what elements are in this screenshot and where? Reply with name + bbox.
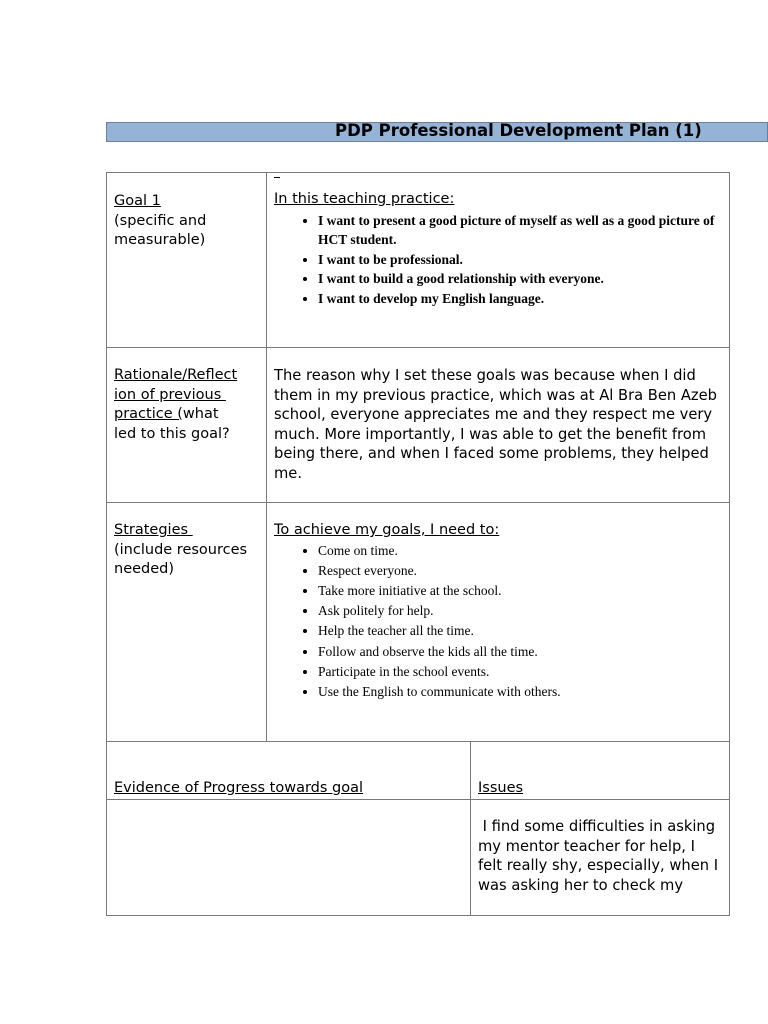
strategies-label-sub: (include resources needed) [114, 541, 248, 577]
rationale-content-cell [266, 347, 730, 503]
goal-item: • I want to be professional. [318, 250, 721, 270]
goal-heading: In this teaching practice: [274, 191, 455, 207]
strategies-list [274, 541, 721, 703]
page-title: PDP Professional Development Plan (1) [335, 121, 702, 140]
evidence-header-cell [106, 741, 471, 800]
goal-label: Goal 1 [114, 193, 161, 209]
goal-content-cell [266, 172, 730, 348]
goal-item: • I want to present a good picture of myself as well as a good picture of HCT student. [318, 211, 721, 250]
issues-header: Issues [478, 780, 524, 796]
goal-label-sub: (specific and measurable) [114, 212, 207, 248]
strategies-label-cell [106, 502, 267, 742]
strategy-item: • Take more initiative at the school. [318, 581, 721, 601]
strategy-item: • Help the teacher all the time. [318, 621, 721, 641]
strategies-heading: To achieve my goals, I need to: [274, 522, 500, 538]
strategies-content-cell [266, 502, 730, 742]
goal-list [274, 211, 721, 309]
goal-item: • I want to develop my English language. [318, 289, 721, 309]
issues-content-cell [470, 799, 730, 916]
goal-label-cell [106, 172, 267, 348]
rationale-label-4: led to this goal? [114, 425, 230, 442]
issues-text: I find some difficulties in asking my mentor teacher for help, I felt really shy, especially, when I was asking her to check my [478, 818, 723, 894]
rationale-text: The reason why I set these goals was because when I did them in my previous practice, which was at Al Bra Ben Azeb school, everyone appreciates me and they respect me very much. More importantly, I was able to get the benefit from being there, and when I faced some problems, they helped me. [274, 367, 717, 482]
issues-header-cell [470, 741, 730, 800]
evidence-content-cell [106, 799, 471, 916]
strategies-label: Strategies [114, 522, 193, 538]
rationale-label-3b: what [182, 406, 219, 422]
strategy-item: • Come on time. [318, 541, 721, 561]
strategy-item: • Participate in the school events. [318, 662, 721, 682]
strategy-item: • Use the English to communicate with others. [318, 682, 721, 702]
rationale-label-1: Rationale/Reflect [114, 367, 238, 383]
strategy-item: • Respect everyone. [318, 561, 721, 581]
evidence-header: Evidence of Progress towards goal [114, 780, 364, 796]
title-bar [106, 122, 768, 142]
rationale-label-2: ion of previous [114, 386, 226, 403]
strategy-item: • Ask politely for help. [318, 601, 721, 621]
rationale-label-3: practice ( [114, 406, 183, 422]
rationale-label-cell [106, 347, 267, 503]
strategy-item: • Follow and observe the kids all the time. [318, 642, 721, 662]
goal-item: • I want to build a good relationship with everyone. [318, 269, 721, 289]
